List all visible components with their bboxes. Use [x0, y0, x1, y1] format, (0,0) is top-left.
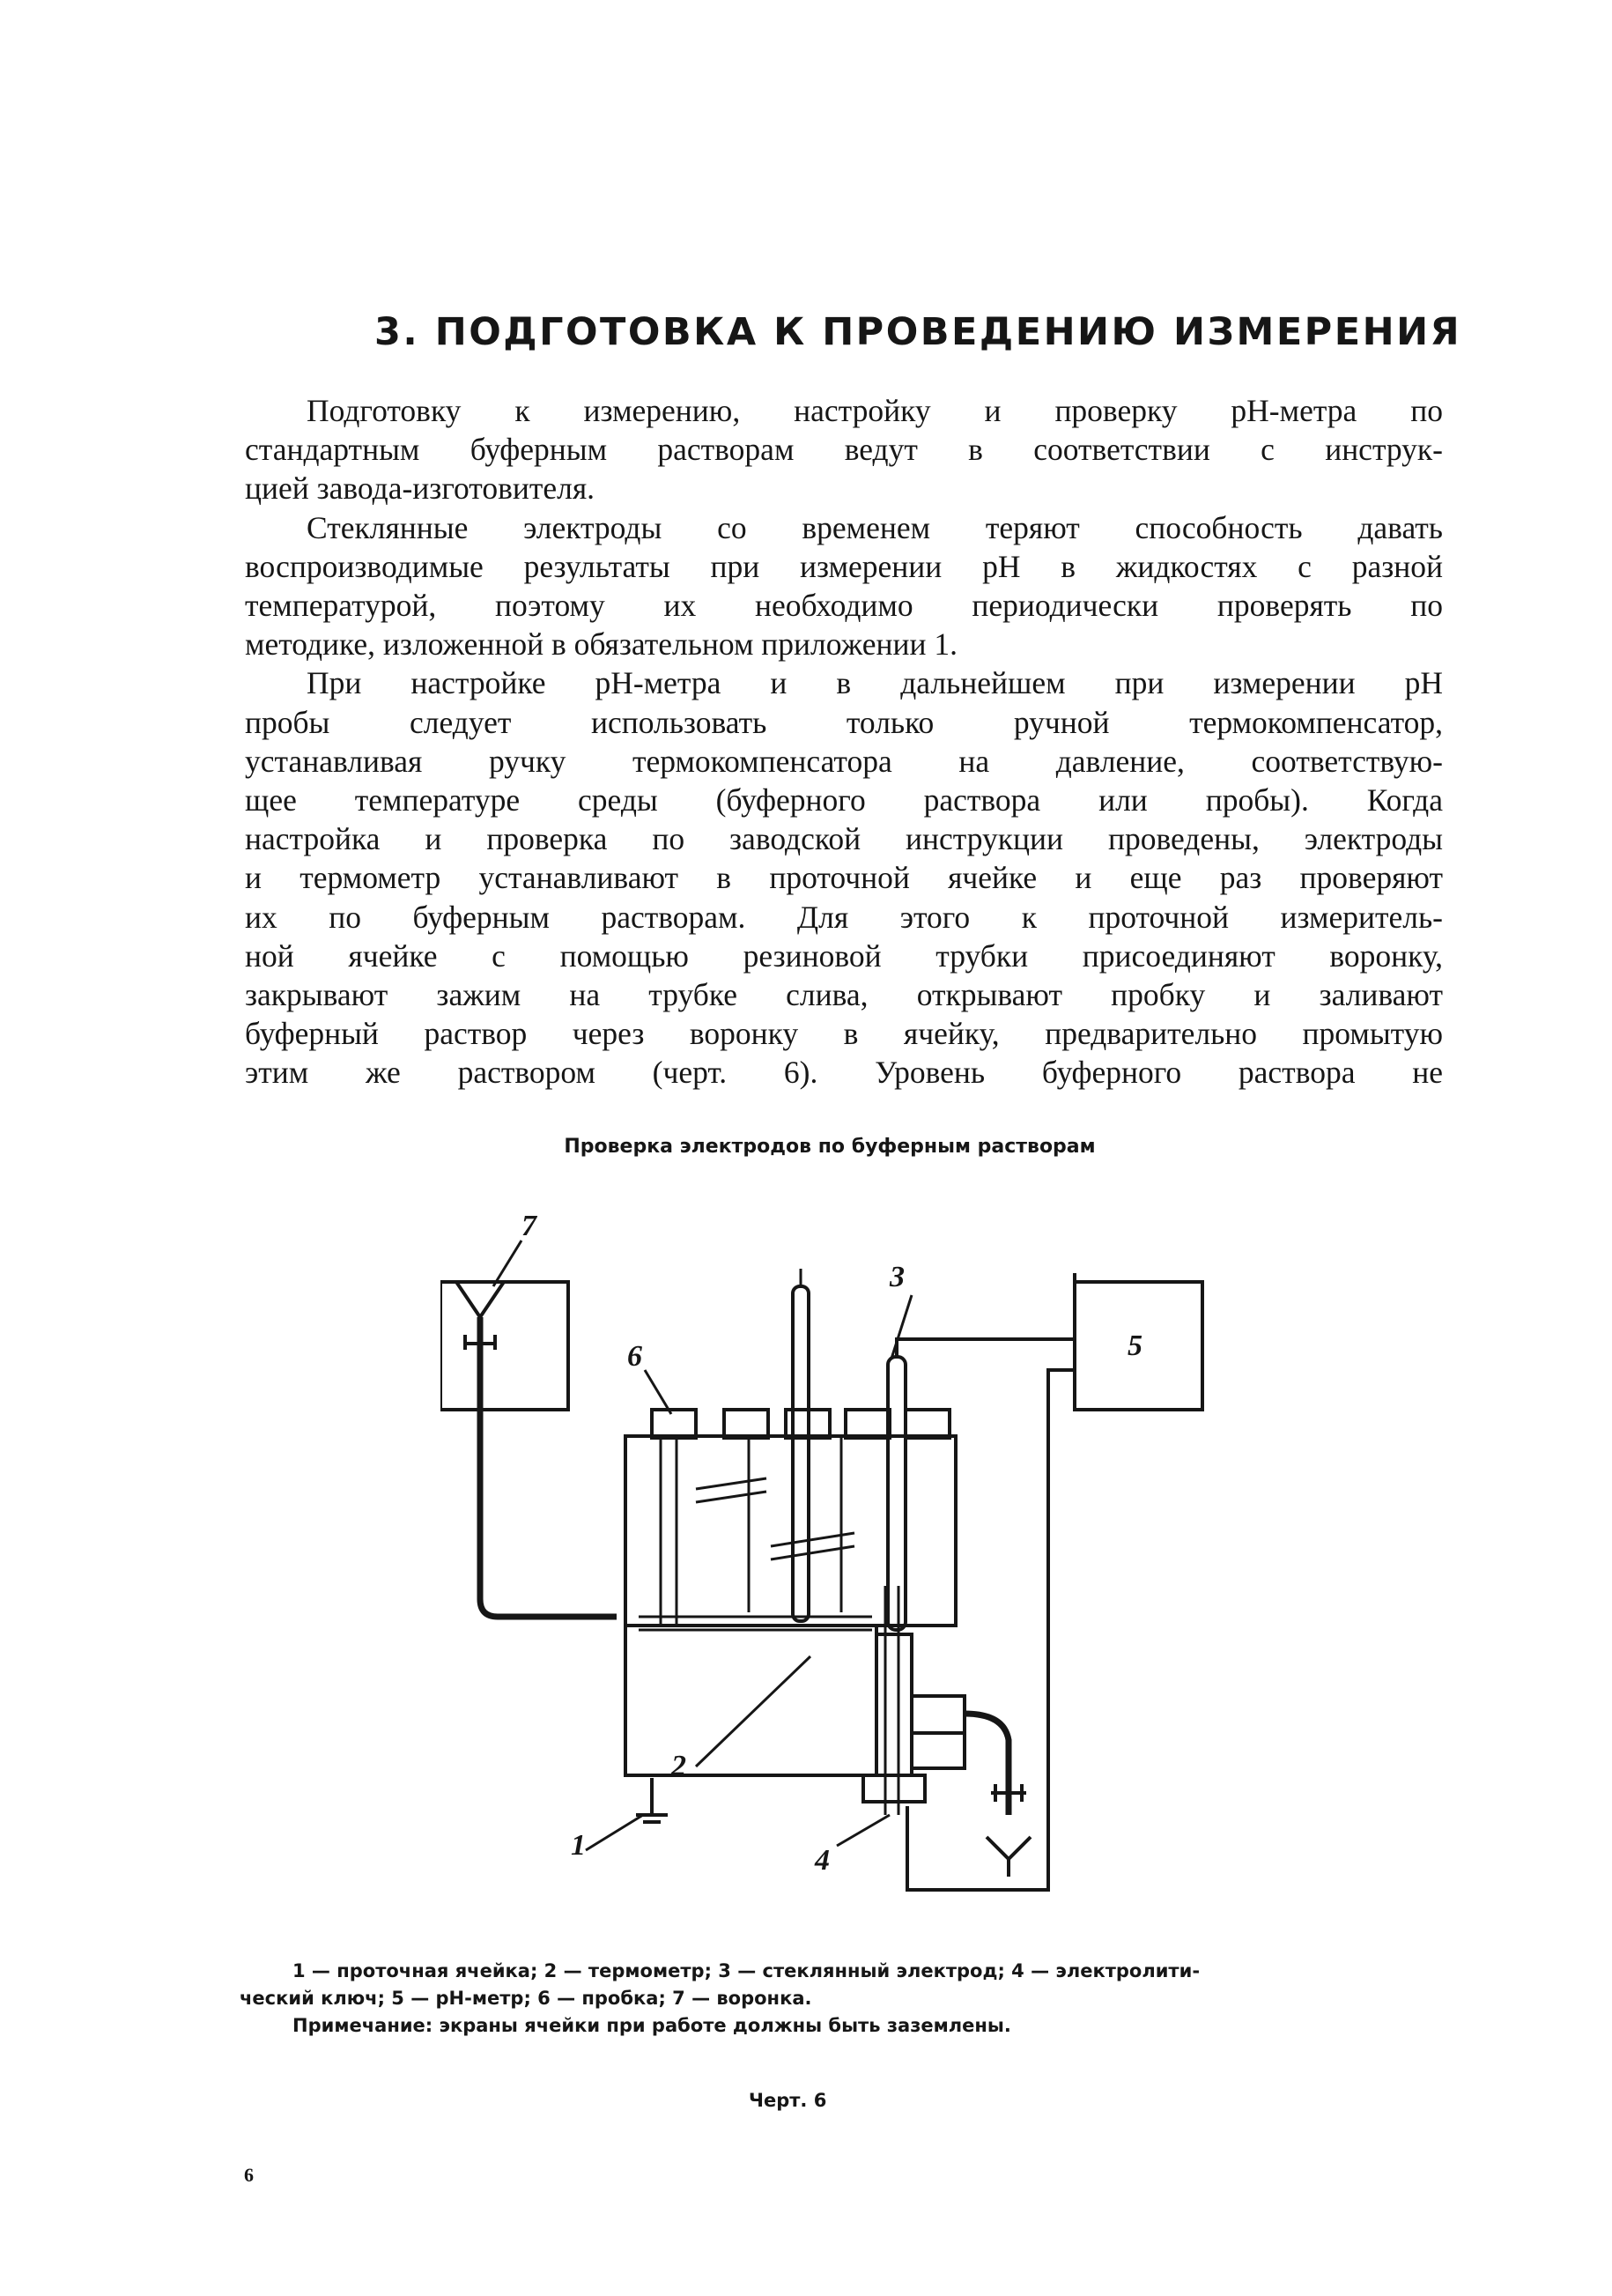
inner-channel	[639, 1617, 872, 1630]
drain-funnel	[987, 1837, 1031, 1877]
text-line: стандартным буферным растворам ведут в соответствии с инструк-	[245, 432, 1443, 468]
ground-wire	[907, 1370, 1075, 1890]
drain-tube	[965, 1714, 1009, 1815]
paragraph-3	[245, 663, 1443, 1092]
text-line: ной ячейке с помощью резиновой трубки присоединяют воронку,	[245, 937, 1443, 974]
plug	[724, 1410, 768, 1438]
label-6: 6	[627, 1340, 642, 1373]
body-text	[245, 391, 1443, 1092]
outlet-block	[912, 1696, 965, 1733]
paragraph-1	[245, 391, 1443, 508]
figure-label: Черт. 6	[749, 2090, 827, 2111]
text-line: буферный раствор через воронку в ячейку, предварительно промытую	[245, 1016, 1443, 1052]
text-line: Стеклянные электроды со временем теряют способность давать	[307, 509, 1443, 545]
figure-note: Примечание: экраны ячейки при работе должны быть заземлены.	[292, 2015, 1011, 2036]
glass-electrode	[888, 1357, 906, 1630]
cell-leader	[586, 1815, 643, 1850]
thermometer	[793, 1286, 809, 1621]
label-2: 2	[671, 1750, 686, 1782]
inner-channel	[661, 1438, 677, 1626]
label-1: 1	[571, 1829, 586, 1862]
thermometer-leader	[696, 1656, 810, 1766]
label-7: 7	[521, 1210, 536, 1242]
text-line: При настройке pH-метра и в дальнейшем при измерении pH	[307, 665, 1443, 701]
flow-cell-diagram	[440, 1198, 1321, 1947]
ph-meter	[440, 1282, 568, 1410]
text-line: цией завода-изготовителя.	[245, 470, 595, 507]
electrode-leader	[891, 1295, 912, 1359]
electrode-wire	[897, 1273, 1075, 1357]
bottom-block	[863, 1775, 925, 1802]
text-line: их по буферным растворам. Для этого к проточной измеритель-	[245, 899, 1443, 935]
outlet-block	[912, 1733, 965, 1768]
rubber-tube	[480, 1317, 617, 1617]
section-heading: 3. ПОДГОТОВКА К ПРОВЕДЕНИЮ ИЗМЕРЕНИЯ	[374, 310, 1462, 354]
caption-line: ческий ключ; 5 — pH-метр; 6 — пробка; 7 — воронка.	[240, 1988, 812, 2009]
plug	[906, 1410, 950, 1438]
text-line: закрывают зажим на трубке слива, открывают пробку и заливают	[245, 977, 1443, 1013]
paragraph-2	[245, 508, 1443, 664]
caption-line: 1 — проточная ячейка; 2 — термометр; 3 — стеклянный электрод; 4 — электролити-	[292, 1960, 1201, 1981]
label-3: 3	[890, 1261, 905, 1293]
funnel	[456, 1282, 504, 1317]
plug-6	[652, 1410, 696, 1438]
inner-channel	[696, 1478, 766, 1502]
key-leader	[837, 1815, 890, 1846]
page-number: 6	[244, 2164, 254, 2186]
electrolytic-key-housing	[876, 1634, 912, 1775]
plug-leader	[645, 1370, 671, 1414]
text-line: этим же раствором (черт. 6). Уровень буферного раствора не	[245, 1055, 1443, 1091]
text-line: методике, изложенной в обязательном приложении 1.	[245, 626, 958, 663]
text-line: и термометр устанавливают в проточной ячейке и еще раз проверяют	[245, 860, 1443, 896]
plug	[846, 1410, 890, 1438]
text-line: настройка и проверка по заводской инструкции проведены, электроды	[245, 821, 1443, 857]
text-line: температурой, поэтому их необходимо периодически проверять по	[245, 588, 1443, 624]
text-line: Подготовку к измерению, настройку и проверку pH-метра по	[307, 393, 1443, 428]
figure-caption	[240, 1958, 1446, 2040]
funnel-leader	[493, 1241, 521, 1286]
label-4: 4	[815, 1844, 830, 1877]
text-line: воспроизводимые результаты при измерении pH в жидкостях с разной	[245, 548, 1443, 584]
text-line: пробы следует использовать только ручной термокомпенсатор,	[245, 704, 1443, 740]
text-line: щее температуре среды (буферного раствора или пробы). Когда	[245, 782, 1443, 818]
figure-title: Проверка электродов по буферным растворам	[564, 1136, 1096, 1158]
label-5: 5	[1128, 1329, 1142, 1362]
flow-cell-body	[625, 1626, 876, 1775]
text-line: устанавливая ручку термокомпенсатора на давление, соответствую-	[245, 743, 1443, 779]
